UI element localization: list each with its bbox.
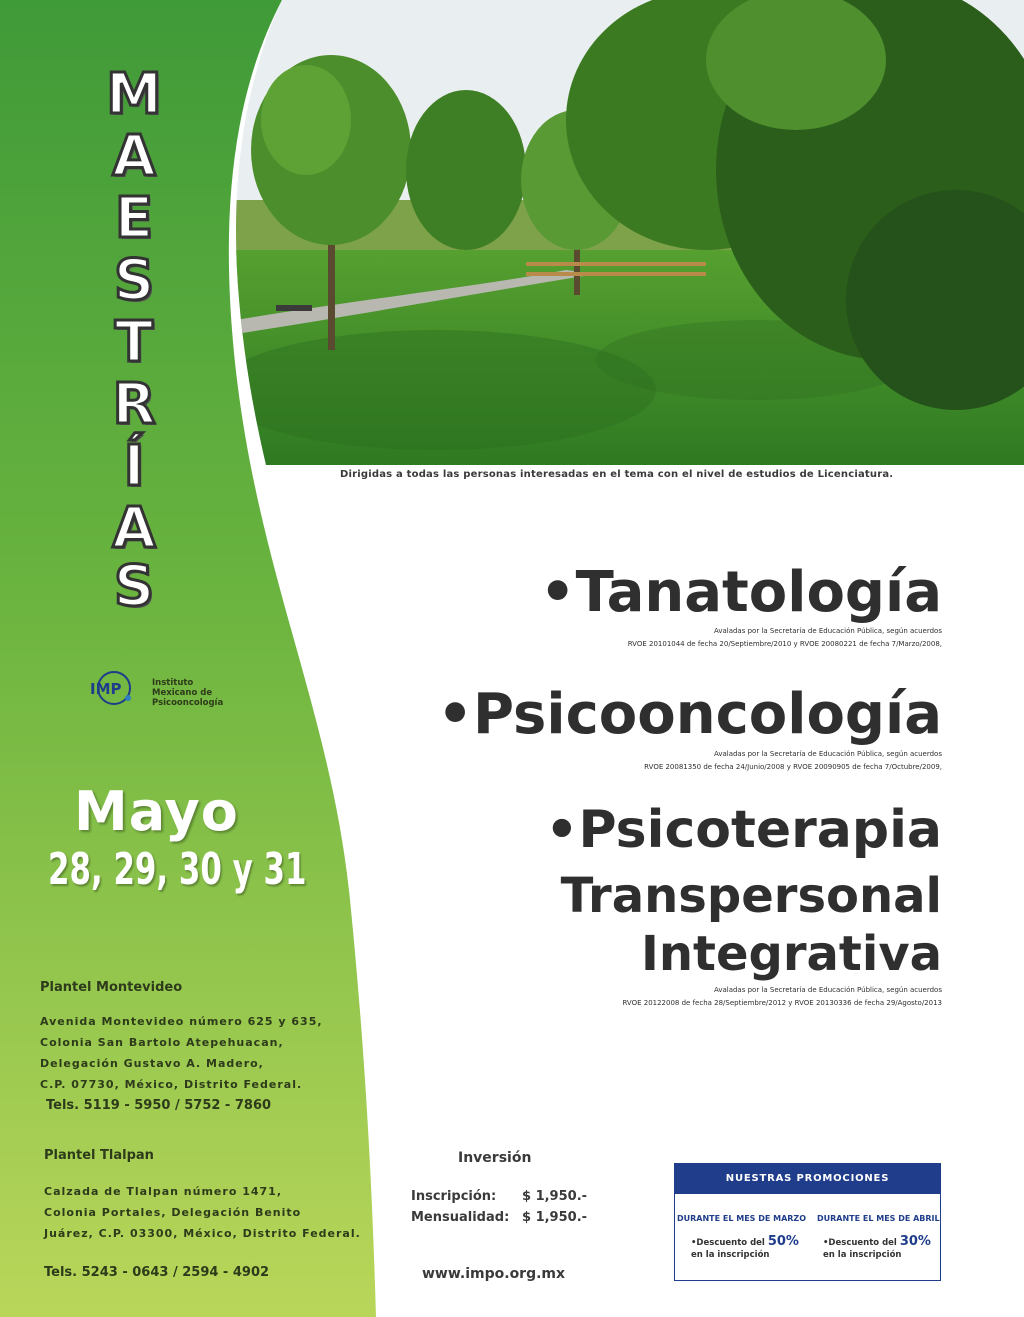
promo-percent: 50% [767,1234,799,1249]
address-line: Colonia Portales, Delegación Benito [44,1206,302,1219]
program-title-transpersonal: Transpersonal [560,868,942,924]
title-letter: M [106,62,162,127]
title-letter: Í [123,434,145,499]
campus-montevideo-address [40,1011,323,1095]
institute-name-line: Instituto [152,678,194,688]
event-month: Mayo [74,780,239,843]
address-line: C.P. 07730, México, Distrito Federal. [40,1078,303,1091]
campus-montevideo-name: Plantel Montevideo [40,980,183,995]
program-note: Avaladas por la Secretaría de Educación Pública, según acuerdos [713,627,942,635]
institute-name-line: Mexicano de [152,688,213,698]
program-note: RVOE 20122008 de fecha 28/Septiembre/2012 y RVOE 20130336 de fecha 29/Agosto/2013 [622,999,942,1007]
investment-label: Inscripción: [411,1189,497,1204]
campus-montevideo-phones: Tels. 5119 - 5950 / 5752 - 7860 [46,1098,272,1113]
promo-offer [691,1236,799,1261]
address-line: Colonia San Bartolo Atepehuacan, [40,1036,284,1049]
promo-percent: 30% [899,1234,931,1249]
program-title-integrativa: Integrativa [640,926,942,982]
campus-tlalpan-name: Plantel Tlalpan [44,1148,154,1163]
promo-suffix: en la inscripción [823,1250,902,1260]
investment-label: Mensualidad: [411,1210,510,1225]
investment-amount: $ 1,950.- [522,1210,588,1225]
program-note: RVOE 20101044 de fecha 20/Septiembre/2010 y RVOE 20080221 de fecha 7/Marzo/2008, [627,640,942,648]
address-line: Delegación Gustavo A. Madero, [40,1057,264,1070]
promo-prefix: •Descuento del [823,1238,897,1248]
campus-tlalpan-phones: Tels. 5243 - 0643 / 2594 - 4902 [44,1265,270,1280]
park-photo [236,0,1024,465]
title-letter: R [112,372,156,437]
title-letter: S [113,248,155,313]
campus-tlalpan-address [44,1181,361,1244]
imp-logo-text: IMP [90,680,122,698]
program-note: Avaladas por la Secretaría de Educación Pública, según acuerdos [713,750,942,758]
imp-logo-mark [88,668,136,708]
program-title-tanatologia: •Tanatología [539,560,942,625]
title-letter: A [112,496,156,561]
program-note: Avaladas por la Secretaría de Educación Pública, según acuerdos [713,986,942,994]
promo-period: DURANTE EL MES DE MARZO [677,1214,807,1223]
program-note: RVOE 20081350 de fecha 24/Junio/2008 y RVOE 20090905 de fecha 7/Octubre/2009, [644,763,942,771]
event-dates: 28, 29, 30 y 31 [48,844,307,895]
imp-logo [88,668,136,712]
title-letter: S [113,554,155,619]
title-letter: A [112,124,156,189]
promo-suffix: en la inscripción [691,1250,770,1260]
address-line: Avenida Montevideo número 625 y 635, [40,1015,323,1028]
address-line: Calzada de Tlalpan número 1471, [44,1185,282,1198]
promotions-heading: NUESTRAS PROMOCIONES [675,1164,940,1194]
investment-heading: Inversión [458,1150,532,1166]
institute-name [152,678,223,708]
title-letter: E [114,186,154,251]
program-title-psicooncologia: •Psicooncología [437,682,942,747]
program-title-psicoterapia: •Psicoterapia [545,800,942,860]
title-letter: T [114,310,154,375]
institute-name-line: Psicooncología [152,698,224,708]
website-link[interactable]: www.impo.org.mx [422,1266,566,1282]
investment-amount: $ 1,950.- [522,1189,588,1204]
address-line: Juárez, C.P. 03300, México, Distrito Federal. [44,1227,361,1240]
promo-period: DURANTE EL MES DE ABRIL [817,1214,940,1223]
promo-prefix: •Descuento del [691,1238,765,1248]
promotions-box [674,1163,941,1281]
promo-offer [823,1236,931,1261]
photo-caption: Dirigidas a todas las personas interesadas en el tema con el nivel de estudios de Licenciatura. [340,469,894,480]
